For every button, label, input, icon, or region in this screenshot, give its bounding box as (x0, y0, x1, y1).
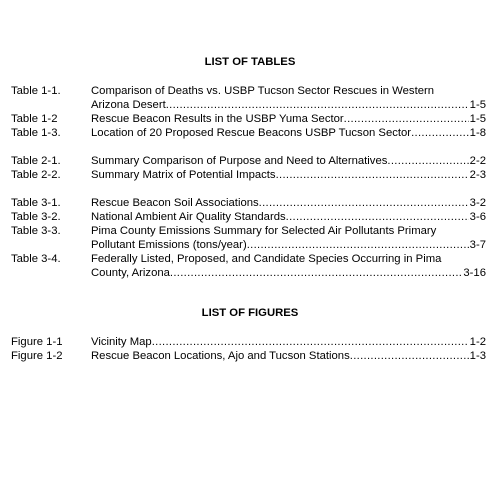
entry-label: Table 2-2. (11, 169, 61, 181)
entry-label: Table 3-4. (11, 253, 61, 265)
entry-page-number: 2-3 (469, 169, 486, 181)
entry-page-number: 1-2 (469, 336, 486, 348)
entry-page-number: 3-7 (469, 239, 486, 251)
entry-title-line: Vicinity Map (91, 336, 152, 348)
dot-leader (170, 266, 462, 280)
entry-page-number: 1-3 (469, 350, 486, 362)
dot-leader (411, 126, 469, 140)
entry-page-number: 3-16 (463, 267, 486, 279)
entry-label: Figure 1-2 (11, 350, 63, 362)
dot-leader (166, 98, 469, 112)
entry-title-line: National Ambient Air Quality Standards (91, 211, 286, 223)
entry-label: Table 3-2. (11, 211, 61, 223)
entry-page-number: 1-5 (469, 113, 486, 125)
entry-title-line: Location of 20 Proposed Rescue Beacons USBP Tucson Sector (91, 127, 412, 139)
dot-leader (276, 168, 469, 182)
list-of-tables-heading: LIST OF TABLES (204, 56, 296, 68)
dot-leader (286, 210, 469, 224)
entry-page-number: 1-8 (469, 127, 486, 139)
dot-leader (350, 349, 469, 363)
entry-label: Table 1-3. (11, 127, 61, 139)
entry-label: Table 2-1. (11, 155, 61, 167)
entry-title-line: Rescue Beacon Locations, Ajo and Tucson Stations (91, 350, 350, 362)
entry-page-number: 2-2 (469, 155, 486, 167)
entry-label: Table 1-1. (11, 85, 61, 97)
dot-leader (344, 112, 469, 126)
dot-leader (152, 335, 469, 349)
dot-leader (387, 154, 468, 168)
entry-page-number: 3-2 (469, 197, 486, 209)
entry-page-number: 1-5 (469, 99, 486, 111)
entry-label: Table 3-3. (11, 225, 61, 237)
entry-title-line: Summary Comparison of Purpose and Need to Alternatives (91, 155, 388, 167)
dot-leader (247, 238, 469, 252)
entry-title-line: Arizona Desert (91, 99, 166, 111)
entry-title-line: Pima County Emissions Summary for Selected Air Pollutants Primary (91, 225, 437, 237)
entry-title-line: Summary Matrix of Potential Impacts (91, 169, 276, 181)
entry-title-line: Pollutant Emissions (tons/year) (91, 239, 247, 251)
entry-label: Figure 1-1 (11, 336, 63, 348)
entry-title-line: Rescue Beacon Soil Associations (91, 197, 259, 209)
entry-title-line: Comparison of Deaths vs. USBP Tucson Sector Rescues in Western (91, 85, 435, 97)
dot-leader (259, 196, 469, 210)
entry-title-line: County, Arizona (91, 267, 170, 279)
entry-label: Table 3-1. (11, 197, 61, 209)
entry-title-line: Federally Listed, Proposed, and Candidate Species Occurring in Pima (91, 253, 442, 265)
entry-title-line: Rescue Beacon Results in the USBP Yuma Sector (91, 113, 344, 125)
list-of-figures-heading: LIST OF FIGURES (201, 307, 299, 319)
entry-label: Table 1-2 (11, 113, 58, 125)
entry-page-number: 3-6 (469, 211, 486, 223)
